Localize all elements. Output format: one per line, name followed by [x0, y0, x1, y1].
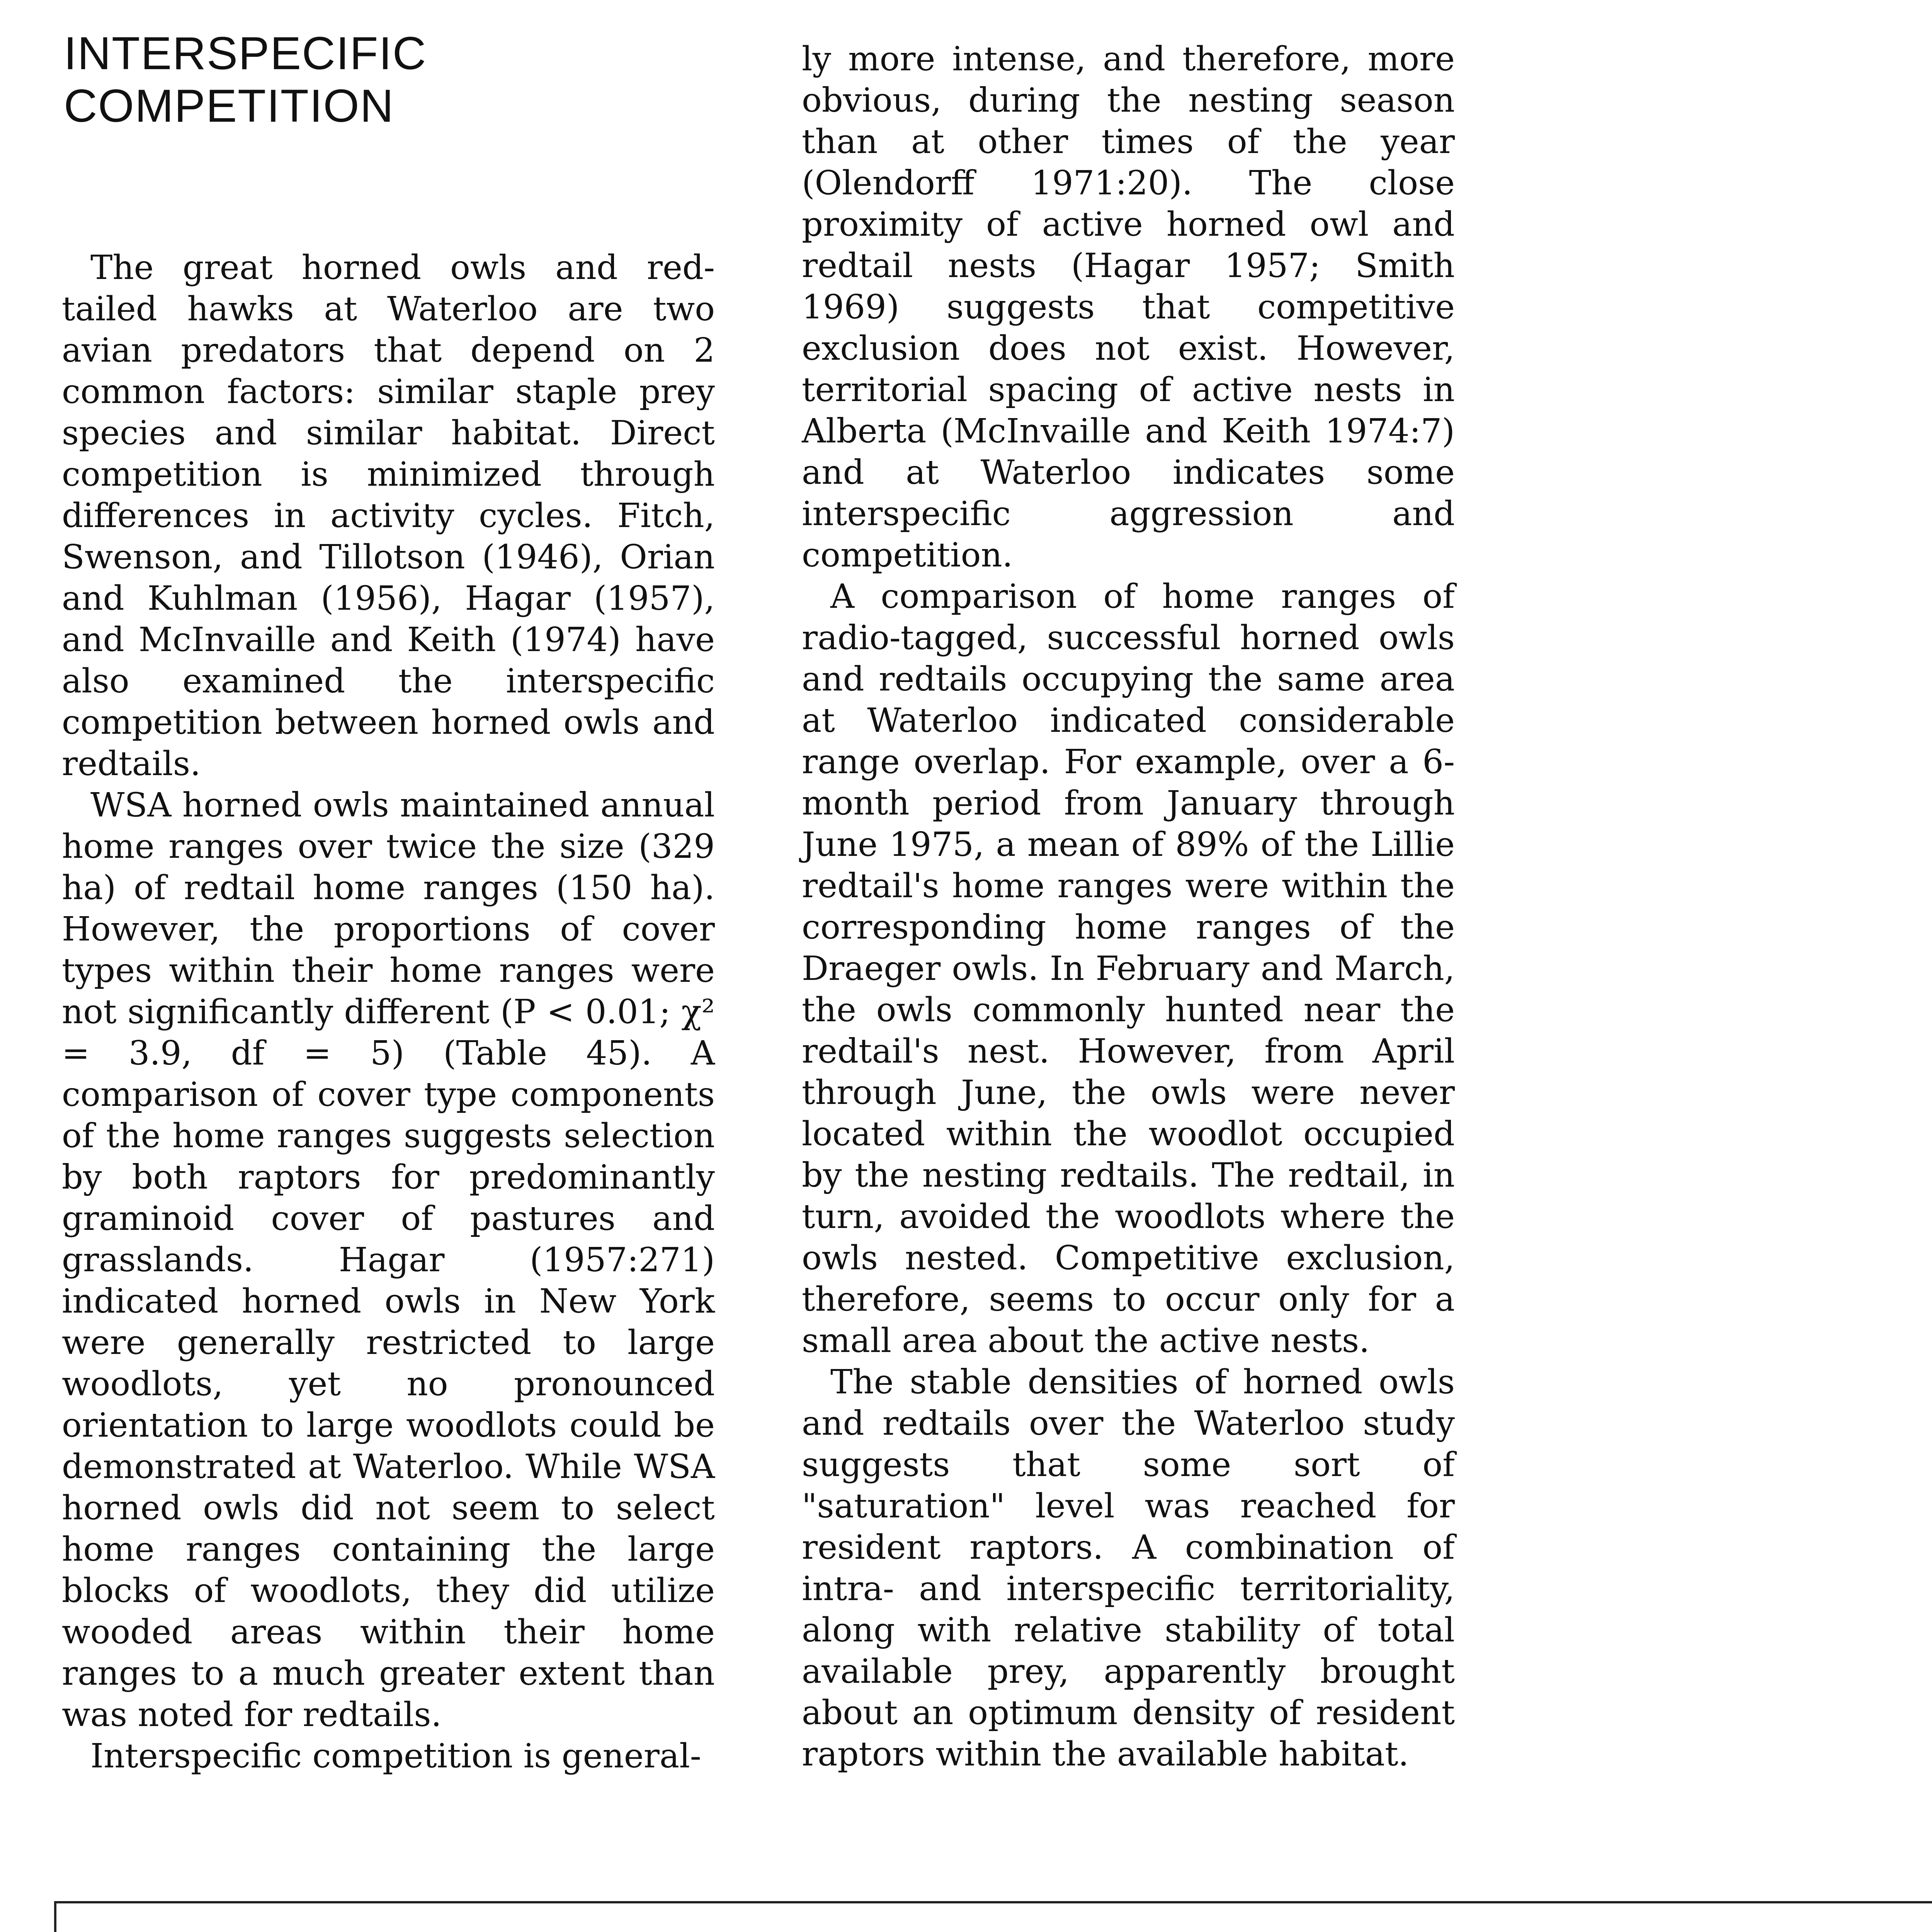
table-frame [54, 1901, 1932, 1932]
paragraph: A comparison of home ranges of radio-tagged, successful horned owls and redtails occupying the same area at Waterloo indicated considerable range overlap. For example, over a 6-month period from January through June 1975, a mean of 89% of the Lillie redtail's home ranges were within the corresponding home ranges of the Draeger owls. In February and March, the owls commonly hunted near the redtail's nest. However, from April through June, the owls were never located within the woodlot occupied by the nesting redtails. The redtail, in turn, avoided the woodlots where the owls nested. Competitive exclusion, therefore, seems to occur only for a small area about the active nests. [802, 577, 1455, 1360]
paragraph: ly more intense, and therefore, more obvious, during the nesting season than at other times of the year (Olendorff 1971:20). The close proximity of active horned owl and redtail nests (Hagar 1957; Smith 1969) suggests that competitive exclusion does not exist. However, territorial spacing of active nests in Alberta (McInvaille and Keith 1974:7) and at Waterloo indicates some interspecific aggression and competition. [802, 40, 1455, 575]
heading-line-2: COMPETITION [64, 80, 395, 132]
paragraph: The great horned owls and red-tailed hawks at Waterloo are two avian predators that depend on 2 common factors: similar staple prey species and similar habitat. Direct competition is minimized through differences in activity cycles. Fitch, Swenson, and Tillotson (1946), Orian and Kuhlman (1956), Hagar (1957), and McInvaille and Keith (1974) have also examined the interspecific competition between horned owls and redtails. [62, 248, 715, 783]
heading-line-1: INTERSPECIFIC [64, 27, 427, 79]
paragraph: Interspecific competition is general- [90, 1737, 701, 1776]
paragraph: The stable densities of horned owls and redtails over the Waterloo study suggests that some sort of "saturation" level was reached for resident raptors. A combination of intra- and interspecific territoriality, along with relative stability of total available prey, apparently brought about an optimum density of resident raptors within the available habitat. [802, 1363, 1455, 1774]
paragraph: WSA horned owls maintained annual home ranges over twice the size (329 ha) of redtail home ranges (150 ha). However, the proportions of cover types within their home ranges were not significantly different (P < 0.01; χ² = 3.9, df = 5) (Table 45). A comparison of cover type components of the home ranges suggests selection by both raptors for predominantly graminoid cover of pastures and grasslands. Hagar (1957:271) indicated horned owls in New York were generally restricted to large woodlots, yet no pronounced orientation to large woodlots could be demonstrated at Waterloo. While WSA horned owls did not seem to select home ranges containing the large blocks of woodlots, they did utilize wooded areas within their home ranges to a much greater extent than was noted for redtails. [62, 786, 715, 1734]
right-column [802, 39, 1455, 1775]
section-heading [64, 27, 721, 132]
left-column [62, 247, 715, 1777]
